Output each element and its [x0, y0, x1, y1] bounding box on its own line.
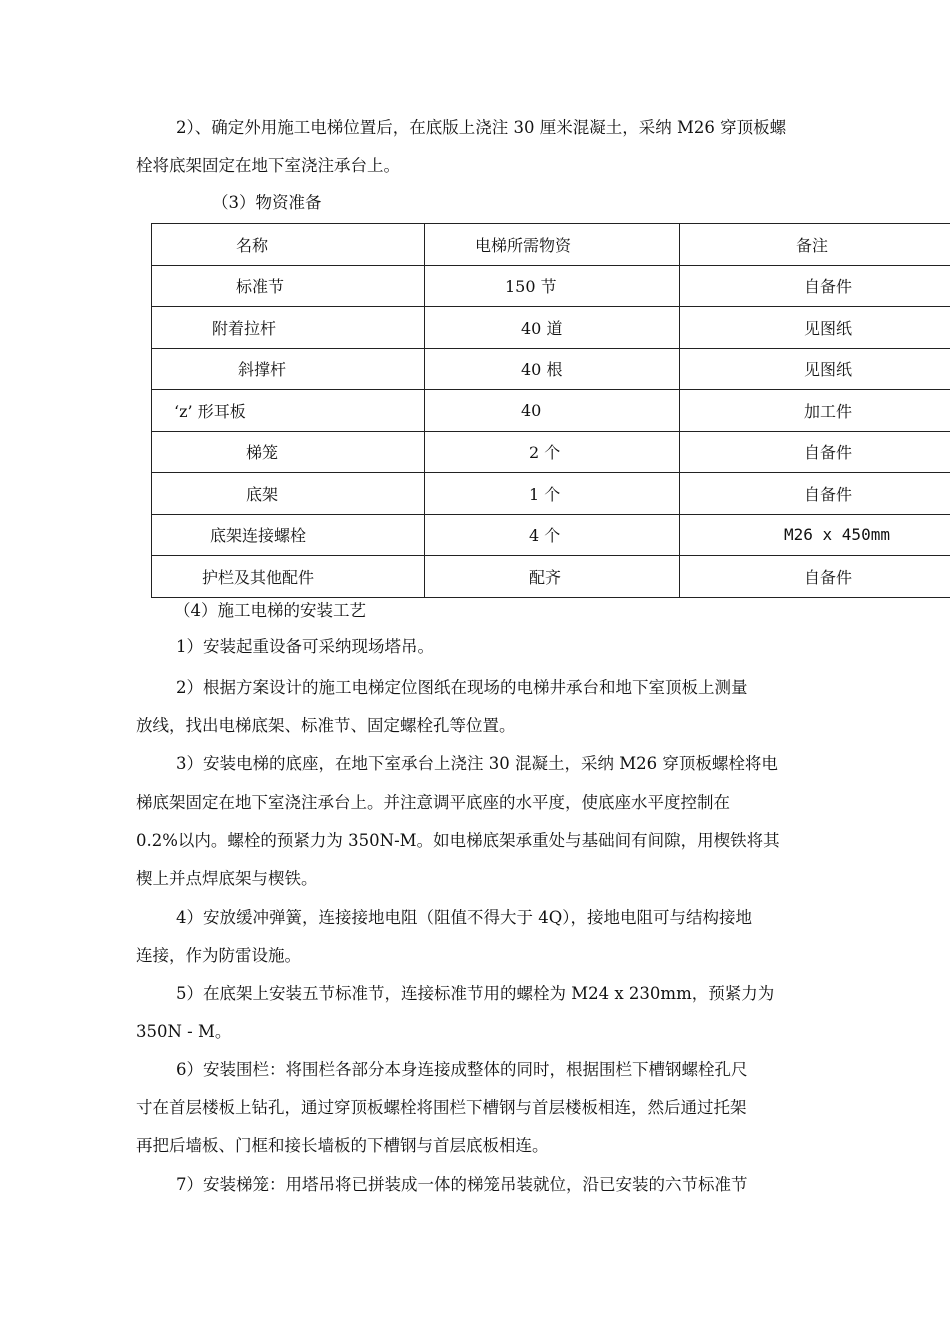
- table-cell: 150 节: [425, 265, 680, 307]
- materials-table: [151, 223, 950, 598]
- step-5-line-1: 5）在底架上安装五节标准节，连接标准节用的螺栓为 M24 x 230mm，预紧力为: [176, 984, 775, 1003]
- header-cell-materials: 电梯所需物资: [425, 224, 680, 266]
- step-6-line-3: 再把后墙板、门框和接长墙板的下槽钢与首层底板相连。: [136, 1136, 549, 1155]
- table-cell: 2 个: [425, 431, 680, 473]
- step-6-line-2: 寸在首层楼板上钻孔，通过穿顶板螺栓将围栏下槽钢与首层楼板相连，然后通过托架: [136, 1098, 747, 1117]
- table-cell: 配齐: [425, 556, 680, 598]
- table-cell: 1 个: [425, 473, 680, 515]
- step-4-line-2: 连接，作为防雷设施。: [136, 946, 301, 965]
- table-cell: 加工件: [680, 390, 950, 432]
- table-cell: 斜撑杆: [152, 348, 425, 390]
- table-cell: 4 个: [425, 514, 680, 556]
- table-row: [152, 556, 950, 598]
- step-4-line-1: 4）安放缓冲弹簧，连接接地电阻（阻值不得大于 4Q），接地电阻可与结构接地: [176, 908, 753, 927]
- header-cell-remarks: 备注: [680, 224, 950, 266]
- table-row: [152, 514, 950, 556]
- section-heading-materials: （3）物资准备: [212, 193, 322, 212]
- paragraph-intro-line-1: 2）、确定外用施工电梯位置后，在底版上浇注 30 厘米混凝土，采纳 M26 穿顶板螺: [176, 118, 787, 137]
- table-row: [152, 431, 950, 473]
- table-cell: 底架连接螺栓: [152, 514, 425, 556]
- table-cell: 40: [425, 390, 680, 432]
- section-heading-installation: （4）施工电梯的安装工艺: [174, 601, 366, 620]
- step-3-line-3: 0.2%以内。螺栓的预紧力为 350N-M。如电梯底架承重处与基础间有间隙，用楔铁将其: [136, 831, 780, 850]
- table-cell: 见图纸: [680, 348, 950, 390]
- table-row: [152, 348, 950, 390]
- table-cell: 自备件: [680, 265, 950, 307]
- step-2-line-2: 放线，找出电梯底架、标准节、固定螺栓孔等位置。: [136, 716, 516, 735]
- step-3-line-4: 楔上并点焊底架与楔铁。: [136, 869, 318, 888]
- table-cell: ‘z’ 形耳板: [152, 390, 425, 432]
- step-1: 1）安装起重设备可采纳现场塔吊。: [176, 637, 434, 656]
- table-cell: 标准节: [152, 265, 425, 307]
- table-cell: 40 道: [425, 307, 680, 349]
- table-cell: 40 根: [425, 348, 680, 390]
- table-cell: 自备件: [680, 431, 950, 473]
- table-cell: M26 x 450mm: [680, 514, 950, 556]
- table-cell: 自备件: [680, 556, 950, 598]
- table-cell: 护栏及其他配件: [152, 556, 425, 598]
- table-cell: 梯笼: [152, 431, 425, 473]
- table-row: [152, 265, 950, 307]
- paragraph-intro-line-2: 栓将底架固定在地下室浇注承台上。: [136, 156, 400, 175]
- step-3-line-2: 梯底架固定在地下室浇注承台上。并注意调平底座的水平度，使底座水平度控制在: [136, 793, 730, 812]
- step-6-line-1: 6）安装围栏：将围栏各部分本身连接成整体的同时，根据围栏下槽钢螺栓孔尺: [176, 1060, 748, 1079]
- table-cell: 见图纸: [680, 307, 950, 349]
- step-7-line-1: 7）安装梯笼：用塔吊将已拼装成一体的梯笼吊装就位，沿已安装的六节标准节: [176, 1175, 748, 1194]
- step-5-line-2: 350N - M。: [136, 1022, 232, 1041]
- table-row: [152, 390, 950, 432]
- table-cell: 附着拉杆: [152, 307, 425, 349]
- step-3-line-1: 3）安装电梯的底座，在地下室承台上浇注 30 混凝土，采纳 M26 穿顶板螺栓将电: [176, 754, 778, 773]
- table-row: [152, 307, 950, 349]
- table-cell: 底架: [152, 473, 425, 515]
- table-cell: 自备件: [680, 473, 950, 515]
- header-cell-name: 名称: [152, 224, 425, 266]
- table-row: [152, 473, 950, 515]
- step-2-line-1: 2）根据方案设计的施工电梯定位图纸在现场的电梯井承台和地下室顶板上测量: [176, 678, 748, 697]
- table-header-row: [152, 224, 950, 266]
